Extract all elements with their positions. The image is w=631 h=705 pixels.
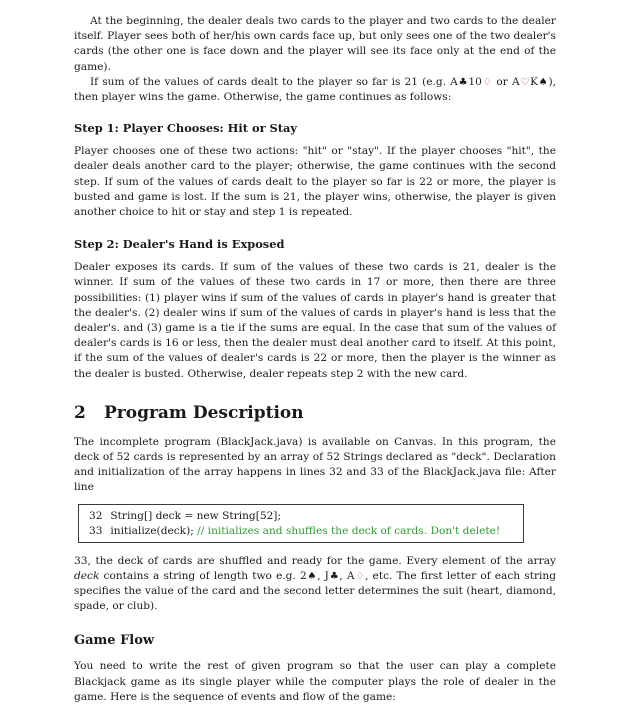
text-run: 10 (468, 75, 482, 88)
club-suit-icon: ♣ (457, 76, 469, 88)
step2-paragraph: Dealer exposes its cards. If sum of the values of these two cards is 21, dealer is the winner. If sum of the values of these two cards in 17 or more, then there are three possibilities: (1) player wins if sum of the values of cards in player's hand is greater that the dealer's. (2) dealer wins if sum of the values of cards in player's hand is less that the dealer's. and (3) game is a tie if the sums are equal. In the case that sum of the values of dealer's cards is 16 or less, then the dealer must deal another card to itself. At this point, if the sum of the values of dealer's cards is 22 or more, then the player is the winner as the dealer is busted. Otherwise, dealer repeats step 2 with the new card. (74, 261, 556, 380)
game-flow-paragraph: You need to write the rest of given program so that the user can play a complete Blackjack game as its single player while the computer plays the role of dealer in the game. Here is the sequence of events and flow of the game: (74, 660, 556, 703)
text-run: If sum of the values of cards dealt to the player so far is 21 (e.g. A (90, 75, 458, 88)
intro-paragraph: At the beginning, the dealer deals two cards to the player and two cards to the dealer itself. Player sees both of her/his own cards face up, but only sees one of the two dealer's cards (the other one is face down and the player will see its face only at the end of the game). (74, 15, 556, 73)
heart-suit-icon: ♡ (519, 76, 531, 88)
text-run: or A (492, 75, 520, 88)
code-block (78, 504, 524, 543)
blackjack-rule-paragraph (74, 75, 556, 105)
deck-description-paragraph (74, 554, 556, 615)
text-run: , J (317, 569, 329, 582)
code-text: String[] deck = new String[52]; (110, 509, 282, 522)
code-line (89, 524, 515, 539)
section-heading (74, 403, 556, 423)
deck-variable: deck (74, 569, 100, 582)
document-content (74, 14, 556, 705)
section-number: 2 (74, 402, 86, 423)
text-run: , etc. The first letter of each string specifies the value of the card and the second letter determines the suit (heart, diamond, spade, or club). (74, 569, 557, 613)
line-number: 33 (89, 524, 103, 537)
step2-heading: Step 2: Dealer's Hand is Exposed (74, 237, 285, 252)
step1-heading: Step 1: Player Chooses: Hit or Stay (74, 121, 298, 136)
text-run: contains a string of length two e.g. 2 (99, 569, 307, 582)
code-text: initialize(deck); (110, 524, 198, 537)
text-run: , A (339, 569, 355, 582)
code-comment: // initializes and shuffles the deck of cards. Don't delete! (197, 524, 501, 537)
text-run: 33, the deck of cards are shuffled and ready for the game. Every element of the array (74, 554, 556, 567)
section-title: Program Description (104, 402, 304, 423)
club-suit-icon: ♣ (328, 570, 340, 582)
program-description-paragraph: The incomplete program (BlackJack.java) is available on Canvas. In this program, the deck of 52 cards is represented by an array of 52 Strings declared as "deck". Declaration and initialization of the array happens in lines 32 and 33 of the BlackJack.java file: After line (74, 435, 556, 494)
text-run: K (530, 75, 539, 88)
diamond-suit-icon: ♢ (354, 570, 366, 582)
spade-suit-icon: ♠ (538, 76, 549, 88)
step1-paragraph: Player chooses one of these two actions: "hit" or "stay". If the player chooses "hit", the dealer deals another card to the player; otherwise, the game continues with the second step. If sum of the values of cards dealt to the player so far is 22 or more, the player is busted and game is lost. If the sum is 21, the player wins, otherwise, the player is given another choice to hit or stay and step 1 is repeated. (74, 145, 556, 219)
game-flow-heading: Game Flow (74, 633, 155, 649)
code-line (89, 509, 515, 524)
text-run: ), then player wins the game. Otherwise, the game continues as follows: (74, 75, 557, 104)
line-number: 32 (89, 509, 103, 522)
diamond-suit-icon: ♢ (481, 76, 493, 88)
spade-suit-icon: ♠ (306, 570, 318, 582)
